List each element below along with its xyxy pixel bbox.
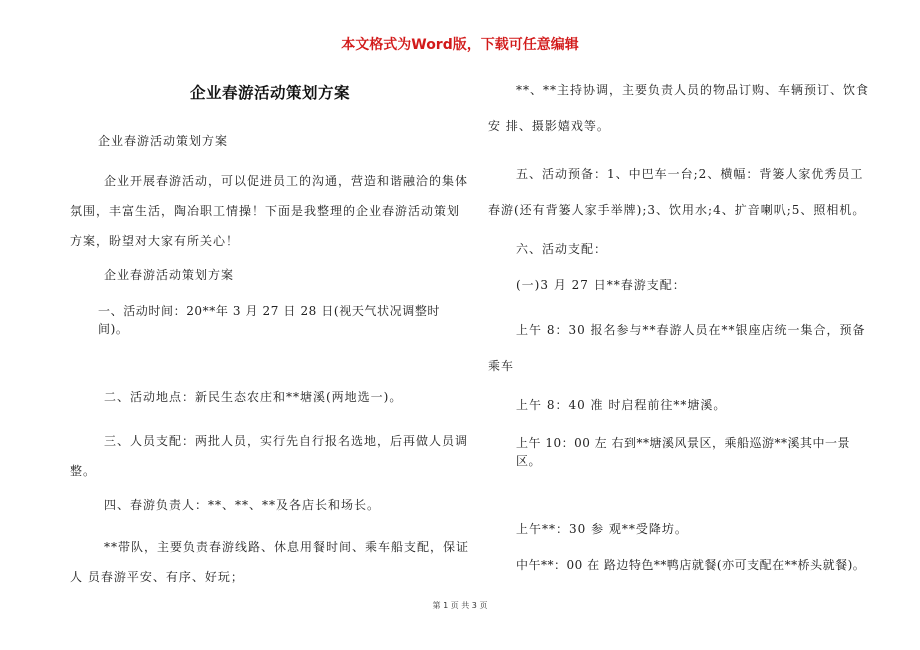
subtitle-paragraph: 企业春游活动策划方案 xyxy=(98,134,229,148)
schedule-visit: 上午**：30 参 观**受降坊。 xyxy=(516,522,688,536)
coordination-paragraph: **、**主持协调，主要负责人员的物品订购、车辆预订、饮食安 排、摄影嬉戏等。 xyxy=(488,83,870,133)
day1-schedule-heading: (一)3 月 27 日**春游支配： xyxy=(516,278,686,292)
schedule-0830: 上午 8：30 报名参与**春游人员在**银座店统一集合，预备乘车 xyxy=(488,323,866,373)
activity-time-paragraph: 一、活动时间：20**年 3 月 27 日 28 日(视天气状况调整时间)。 xyxy=(98,304,441,336)
activity-arrangement-heading: 六、活动支配： xyxy=(516,242,608,256)
intro-paragraph: 企业开展春游活动，可以促进员工的沟通，营造和谐融洽的集体氛围，丰富生活，陶冶职工情操！下面是我整理的企业春游活动策划方案，盼望对大家有所关心！ xyxy=(70,174,469,248)
schedule-lunch: 中午**：00 在 路边特色**鸭店就餐(亦可支配在**桥头就餐)。 xyxy=(516,558,866,572)
left-column xyxy=(70,84,470,592)
schedule-1000: 上午 10：00 左 右到**塘溪风景区，乘船巡游**溪其中一景区。 xyxy=(516,436,850,468)
schedule-0840: 上午 8：40 准 时启程前往**塘溪。 xyxy=(516,398,727,412)
lead-team-paragraph: **带队，主要负责春游线路、休息用餐时间、乘车船支配，保证人 员春游平安、有序、好玩； xyxy=(70,540,470,584)
staff-arrangement-paragraph: 三、人员支配：两批人员，实行先自行报名选地，后再做人员调整。 xyxy=(70,434,469,478)
activity-location-paragraph: 二、活动地点：新民生态农庄和**塘溪(两地选一)。 xyxy=(104,390,403,404)
document-title: 企业春游活动策划方案 xyxy=(189,83,350,102)
page-footer: 第 1 页 共 3 页 xyxy=(432,601,488,610)
word-format-banner: 本文格式为Word版，下载可任意编辑 xyxy=(341,37,579,53)
right-column xyxy=(488,72,873,574)
subtitle-paragraph-2: 企业春游活动策划方案 xyxy=(104,268,235,282)
preparation-paragraph: 五、活动预备：1、中巴车一台;2、横幅：背篓人家优秀员工春游(还有背篓人家手举牌);3、饮用水;4、扩音喇叭;5、照相机。 xyxy=(488,167,866,217)
person-in-charge-paragraph: 四、春游负责人：**、**、**及各店长和场长。 xyxy=(104,498,381,512)
